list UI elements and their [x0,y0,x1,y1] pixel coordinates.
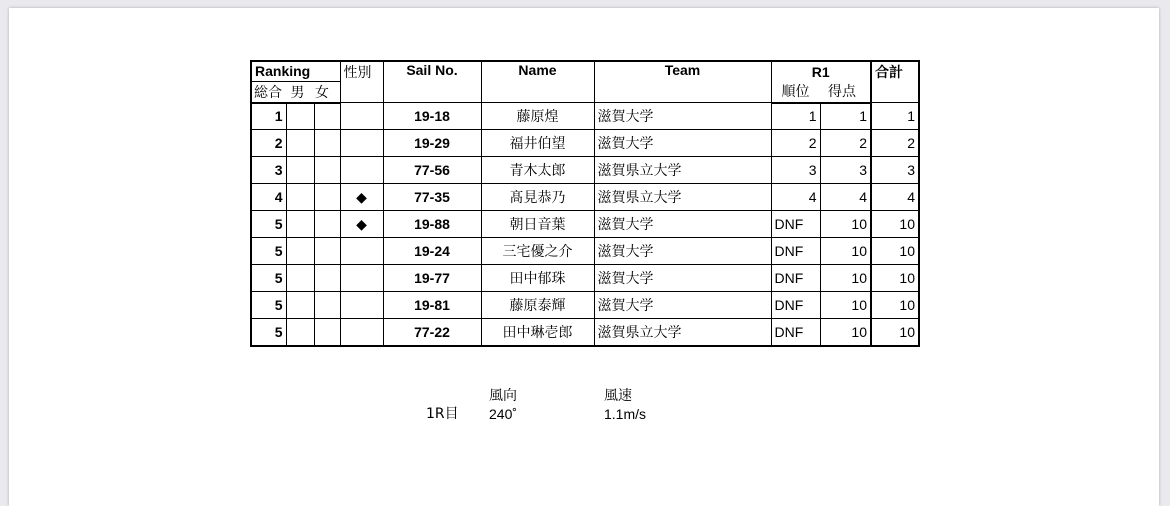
male-rank-cell [286,130,314,157]
rank-cell: 5 [251,238,286,265]
table-row [251,157,919,184]
total-cell: 10 [871,238,919,265]
name-cell: 藤原煌 [481,103,594,130]
points-cell: 10 [820,319,871,346]
table-row [251,265,919,292]
total-cell: 1 [871,103,919,130]
total-cell: 3 [871,157,919,184]
points-cell: 2 [820,130,871,157]
header-ranking: Ranking [251,61,340,81]
total-cell: 2 [871,130,919,157]
name-cell: 髙見恭乃 [481,184,594,211]
female-rank-cell [314,184,340,211]
rank-cell: 2 [251,130,286,157]
table-row [251,184,919,211]
name-cell: 藤原泰輝 [481,292,594,319]
place-cell: DNF [771,211,820,238]
female-rank-cell [314,157,340,184]
female-rank-cell [314,238,340,265]
gender-cell [340,103,383,130]
results-page [9,8,1159,506]
team-cell: 滋賀大学 [594,292,771,319]
name-cell: 田中郁珠 [481,265,594,292]
male-rank-cell [286,211,314,238]
gender-cell: ◆ [340,184,383,211]
team-cell: 滋賀大学 [594,103,771,130]
header-female: 女 [314,84,329,101]
total-cell: 4 [871,184,919,211]
male-rank-cell [286,265,314,292]
team-cell: 滋賀大学 [594,265,771,292]
total-cell: 10 [871,292,919,319]
header-sail-no: Sail No. [383,61,481,103]
rank-cell: 5 [251,292,286,319]
name-cell: 福井伯望 [481,130,594,157]
table-row [251,211,919,238]
place-cell: 1 [771,103,820,130]
header-team: Team [594,61,771,103]
name-cell: 朝日音葉 [481,211,594,238]
total-cell: 10 [871,211,919,238]
male-rank-cell [286,319,314,346]
rank-cell: 1 [251,103,286,130]
sail-no-cell: 77-56 [383,157,481,184]
header-total: 合計 [871,61,919,103]
sail-no-cell: 19-29 [383,130,481,157]
header-overall: 総合 [254,84,282,101]
sail-no-cell: 19-77 [383,265,481,292]
header-name: Name [481,61,594,103]
total-cell: 10 [871,265,919,292]
female-rank-cell [314,265,340,292]
wind-direction-label: 風向 [489,388,517,404]
gender-cell [340,130,383,157]
sail-no-cell: 19-18 [383,103,481,130]
gender-cell [340,265,383,292]
header-race-sub [771,81,871,103]
header-place: 順位 [781,84,810,101]
table-row [251,292,919,319]
sail-no-cell: 19-24 [383,238,481,265]
points-cell: 10 [820,238,871,265]
gender-cell [340,319,383,346]
total-cell: 10 [871,319,919,346]
place-cell: 2 [771,130,820,157]
team-cell: 滋賀県立大学 [594,157,771,184]
rank-cell: 4 [251,184,286,211]
header-ranking-sub [251,81,340,103]
header-race: R1 [771,61,871,81]
wind-race-label: 1R目 [426,406,459,422]
results-table [250,60,920,347]
name-cell: 青木太郎 [481,157,594,184]
team-cell: 滋賀大学 [594,238,771,265]
rank-cell: 5 [251,265,286,292]
table-row [251,238,919,265]
points-cell: 10 [820,265,871,292]
wind-speed-label: 風速 [604,388,632,404]
male-rank-cell [286,292,314,319]
name-cell: 田中琳壱郎 [481,319,594,346]
place-cell: DNF [771,292,820,319]
header-row [251,61,919,81]
sail-no-cell: 77-35 [383,184,481,211]
male-rank-cell [286,238,314,265]
points-cell: 10 [820,211,871,238]
points-cell: 4 [820,184,871,211]
team-cell: 滋賀大学 [594,130,771,157]
sail-no-cell: 77-22 [383,319,481,346]
place-cell: 4 [771,184,820,211]
team-cell: 滋賀県立大学 [594,184,771,211]
rank-cell: 5 [251,319,286,346]
header-points: 得点 [827,84,856,101]
table-row [251,103,919,130]
male-rank-cell [286,103,314,130]
team-cell: 滋賀大学 [594,211,771,238]
place-cell: DNF [771,319,820,346]
sail-no-cell: 19-81 [383,292,481,319]
header-male: 男 [290,84,305,101]
wind-direction-value: 240˚ [489,406,518,422]
female-rank-cell [314,103,340,130]
male-rank-cell [286,157,314,184]
rank-cell: 3 [251,157,286,184]
points-cell: 3 [820,157,871,184]
male-rank-cell [286,184,314,211]
sail-no-cell: 19-88 [383,211,481,238]
gender-cell [340,238,383,265]
table-row [251,319,919,346]
place-cell: 3 [771,157,820,184]
points-cell: 1 [820,103,871,130]
points-cell: 10 [820,292,871,319]
female-rank-cell [314,211,340,238]
female-rank-cell [314,292,340,319]
place-cell: DNF [771,238,820,265]
place-cell: DNF [771,265,820,292]
header-gender: 性別 [340,61,383,103]
gender-cell [340,157,383,184]
female-rank-cell [314,130,340,157]
gender-cell [340,292,383,319]
name-cell: 三宅優之介 [481,238,594,265]
wind-speed-value: 1.1m/s [604,406,647,422]
team-cell: 滋賀県立大学 [594,319,771,346]
gender-cell: ◆ [340,211,383,238]
female-rank-cell [314,319,340,346]
rank-cell: 5 [251,211,286,238]
table-row [251,130,919,157]
